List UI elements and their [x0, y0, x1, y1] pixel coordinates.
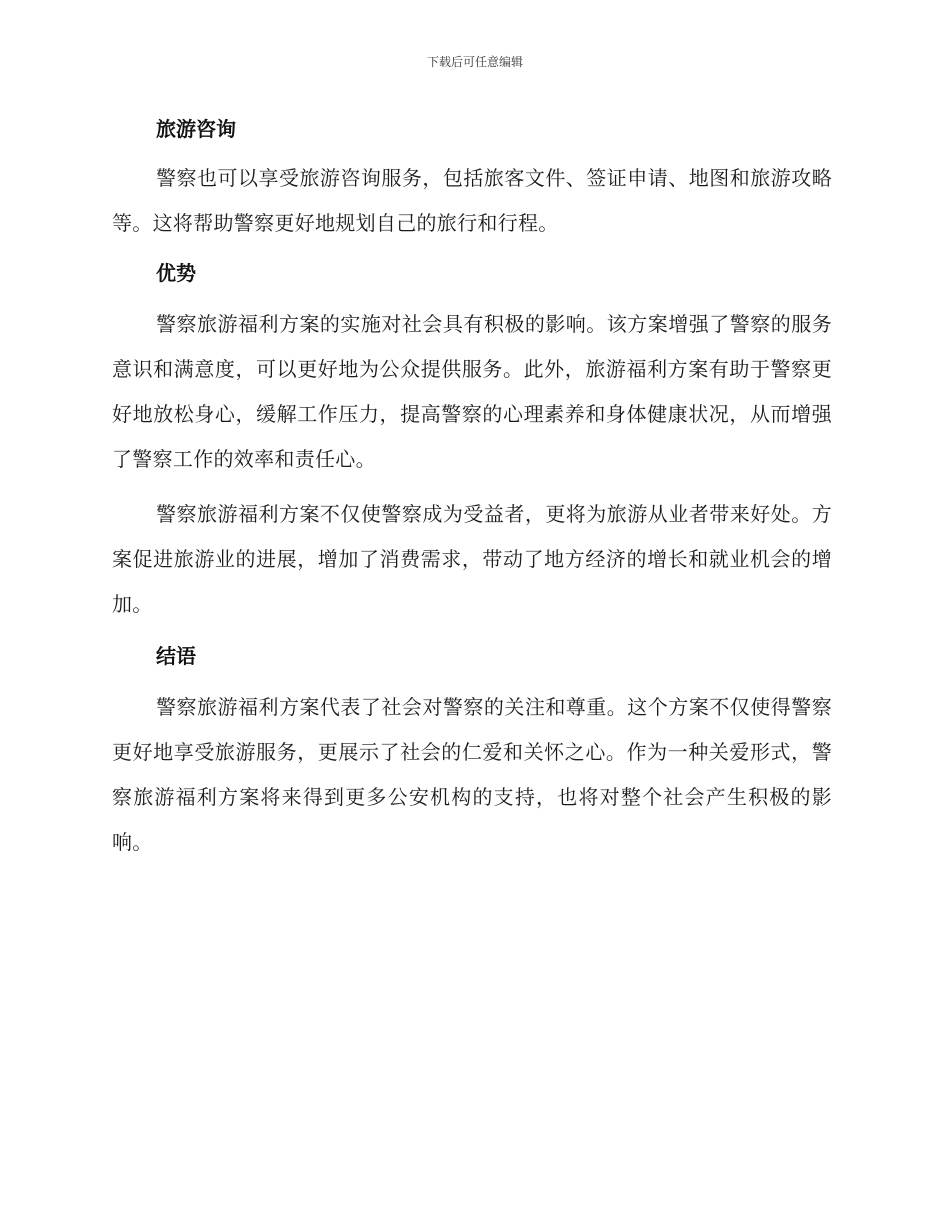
- paragraph-travel-consulting: 警察也可以享受旅游咨询服务，包括旅客文件、签证申请、地图和旅游攻略等。这将帮助警察更好地规划自己的旅行和行程。: [112, 166, 832, 235]
- section-heading-travel-consulting: 旅游咨询: [156, 117, 236, 141]
- paragraph-advantages-1: 警察旅游福利方案的实施对社会具有积极的影响。该方案增强了警察的服务意识和满意度，可以更好地为公众提供服务。此外，旅游福利方案有助于警察更好地放松身心，缓解工作压力，提高警察的心理素养和身体健康状况，从而增强了警察工作的效率和责任心。: [112, 312, 832, 471]
- header-note: 下载后可任意编辑: [426, 55, 523, 69]
- paragraph-conclusion: 警察旅游福利方案代表了社会对警察的关注和尊重。这个方案不仅使得警察更好地享受旅游服务，更展示了社会的仁爱和关怀之心。作为一种关爱形式，警察旅游福利方案将来得到更多公安机构的支持，也将对整个社会产生积极的影响。: [112, 695, 832, 854]
- section-heading-conclusion: 结语: [156, 644, 196, 668]
- document-body: [112, 112, 832, 865]
- section-heading-advantages: 优势: [156, 261, 196, 285]
- paragraph-advantages-2: 警察旅游福利方案不仅使警察成为受益者，更将为旅游从业者带来好处。方案促进旅游业的进展，增加了消费需求，带动了地方经济的增长和就业机会的增加。: [112, 502, 832, 616]
